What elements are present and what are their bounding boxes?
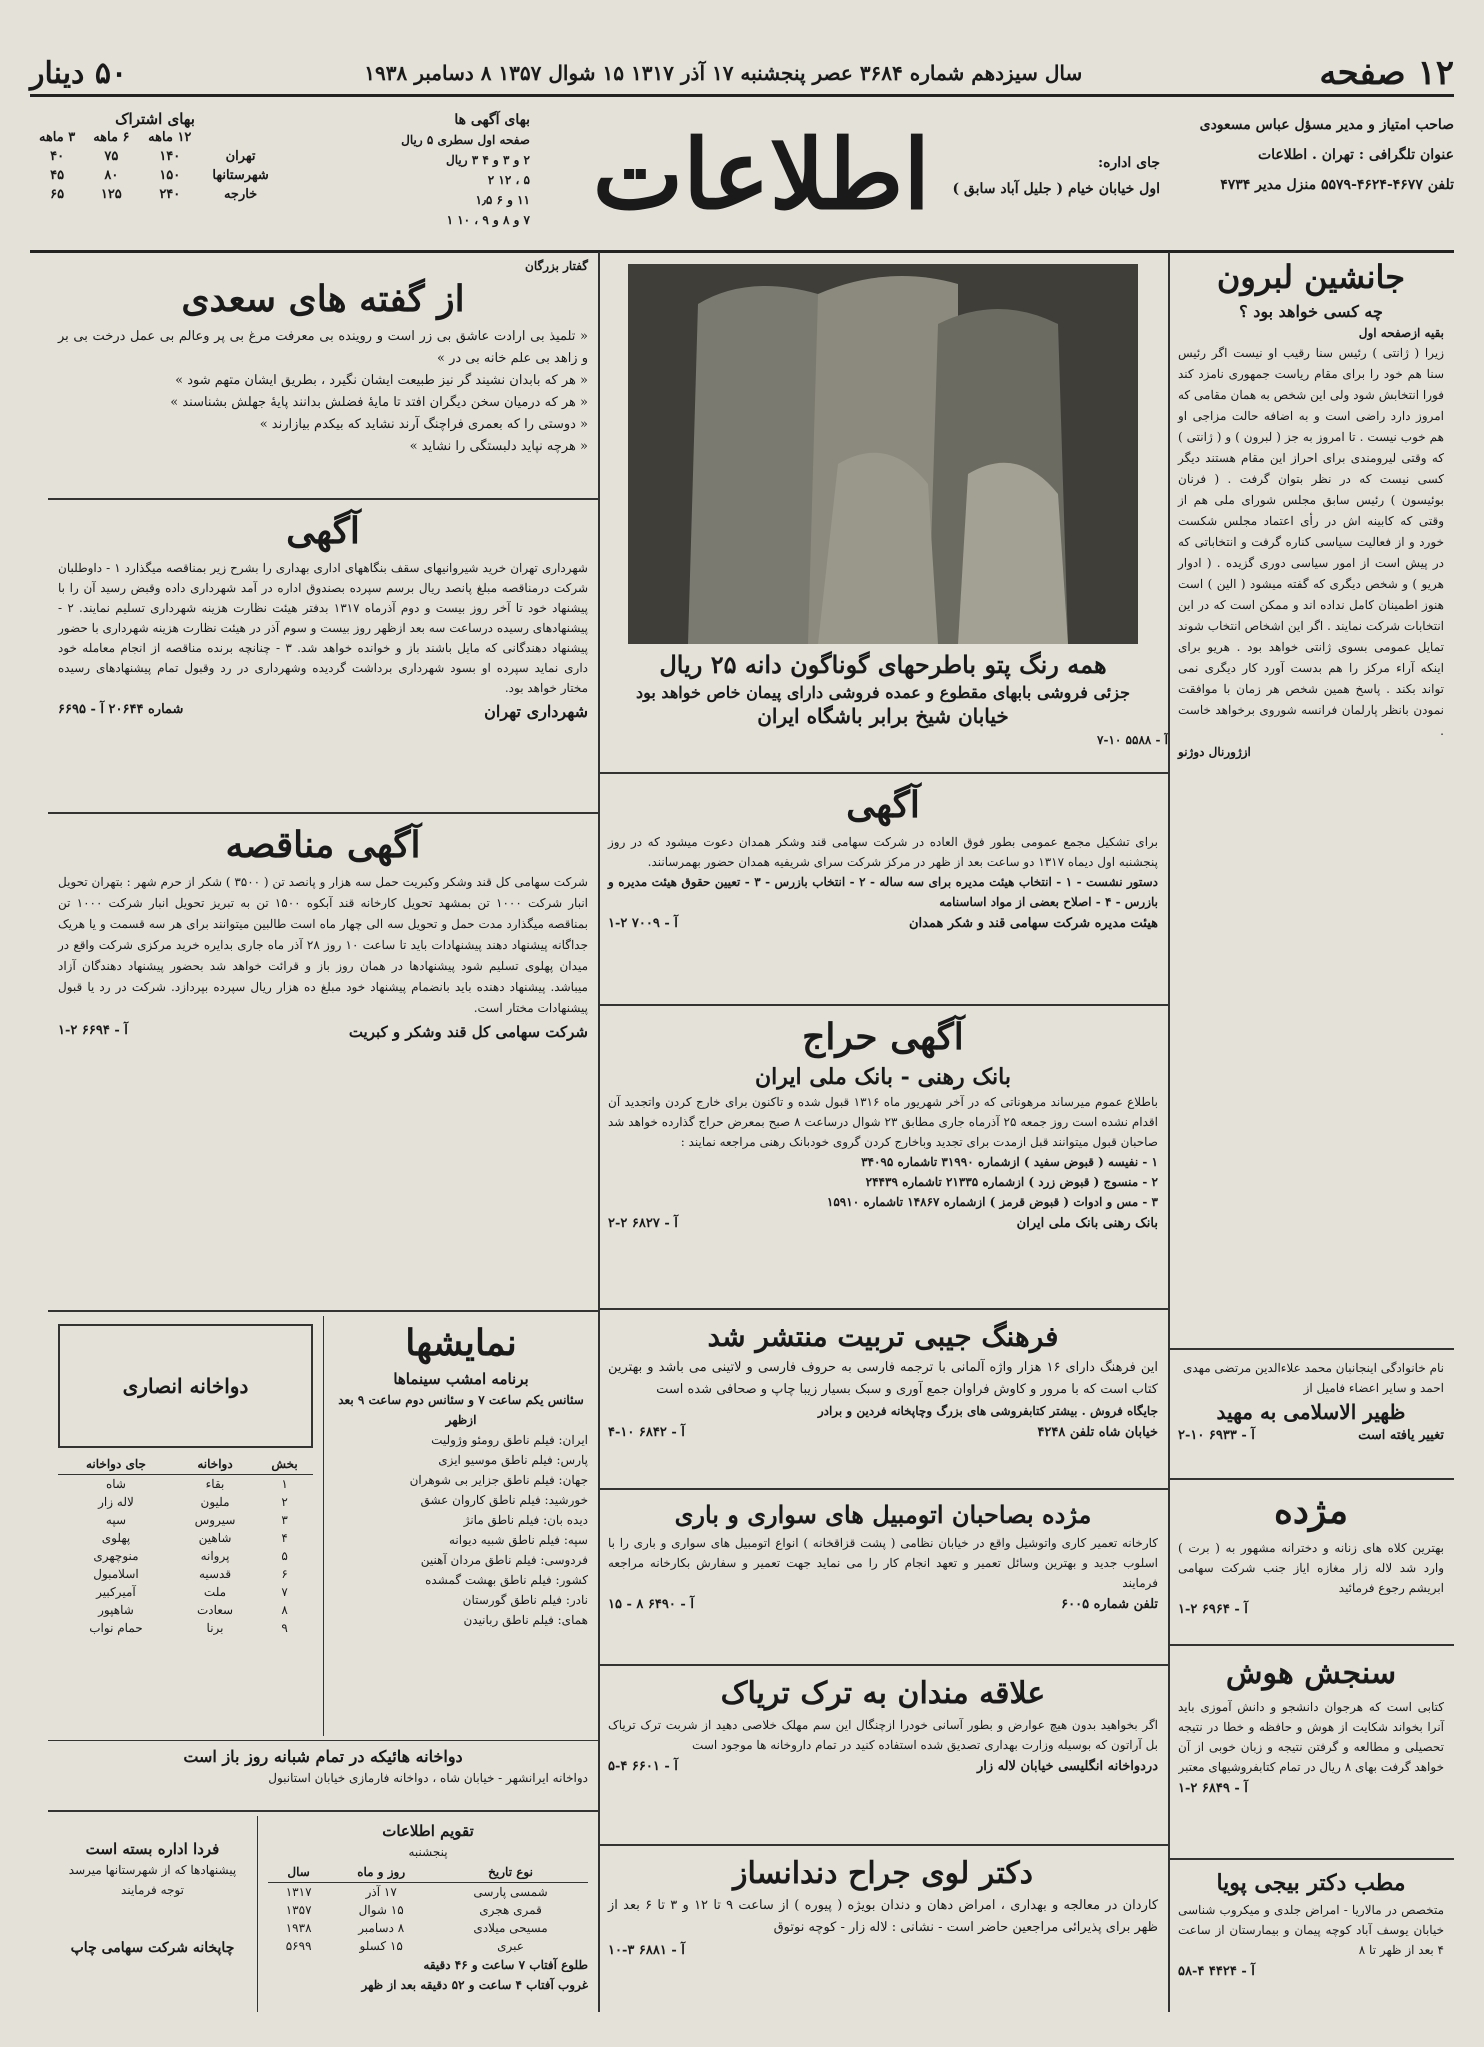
pharm-cell: برنا: [206, 1621, 224, 1635]
lebrun-article: [1168, 252, 1454, 1350]
sub-head: ۱۲ ماهه: [148, 130, 192, 145]
photo-caption: خیابان شیخ برابر باشگاه ایران: [757, 704, 1009, 728]
subscription-title: بهای اشتراک: [115, 110, 195, 128]
photo-captions: [598, 648, 1168, 750]
cal-head: نوع تاریخ: [433, 1862, 588, 1883]
pharm-row: [58, 1619, 313, 1637]
article-source: ازژورنال دوژنو: [1178, 745, 1251, 759]
cinema-line: همای: فیلم ناطق ربانیدن: [463, 1613, 588, 1627]
ad-title: آگهی مناقصه: [225, 824, 421, 866]
price: ۵۰ دینار: [30, 55, 128, 91]
pharm-cell: ۹: [281, 1621, 288, 1635]
pharm-cell: ملیون: [200, 1495, 230, 1509]
page-number: ۱۲ صفحه: [1319, 53, 1454, 93]
ad-body: کارخانه تعمیر کاری واتوشیل واقع در خیابان نظامی ( پشت قزاقخانه ) انواع اتومبیل های سواری و باری را با اسلوب جدید و بهترین وسائل تعمیر و تعهد انجام کار را می نماید جهت تعمیر و سفارش بکارخانه مراجعه فرمایند: [608, 1536, 1158, 1590]
ad-number: آ - ۶۴۹۰ ۸ - ۱۵: [608, 1597, 694, 1612]
sub-head: ۶ ماهه: [93, 130, 130, 145]
pharm-row: [58, 1511, 313, 1529]
ad-number: آ - ۶۹۶۴ ۲-۱: [1178, 1602, 1248, 1617]
saadi-title: از گفته های سعدی: [181, 278, 465, 320]
night-pharmacy-title: دواخانه هائیکه در تمام شبانه روز باز است: [183, 1747, 463, 1766]
ad-number: آ - ۷۰۰۹ ۲-۱: [608, 916, 678, 931]
ad-footer: [1178, 1602, 1444, 1617]
dictionary-ad: [598, 1314, 1168, 1490]
sub-head-row: [30, 128, 280, 147]
ad-number: آ - ۶۸۴۹ ۲-۱: [1178, 1781, 1248, 1796]
cinema-line: سپه: فیلم ناطق شبیه دیوانه: [448, 1533, 588, 1547]
ad-footer: [608, 1597, 1158, 1612]
cal-cell: ۱۵ کسلو: [359, 1939, 403, 1953]
ad-footer: [608, 1216, 1158, 1231]
ad-title: آگهی حراج: [802, 1016, 964, 1058]
ad-rate-line: صفحه اول سطری ۵ ریال: [401, 133, 530, 147]
ad-number: شماره ۲۰۶۴۴ آ - ۶۶۹۵: [58, 702, 184, 717]
cinema-line: فردوسی: فیلم ناطق مردان آهنین: [420, 1553, 588, 1567]
sub-cell: شهرستانها: [212, 168, 269, 183]
pharm-cell: شاهین: [198, 1531, 232, 1545]
telegraph-line: عنوان تلگرافی : تهران . اطلاعات: [1257, 147, 1454, 163]
cal-head: سال: [268, 1862, 329, 1883]
pharm-cell: سیروس: [194, 1513, 236, 1527]
subscription-table: [30, 110, 280, 204]
cal-row: [268, 1937, 588, 1955]
continued-note: بقیه ازصفحه اول: [1358, 326, 1444, 340]
ad-body: برای تشکیل مجمع عمومی بطور فوق العاده در شرکت سهامی قند وشکر همدان دعوت میشود که در روز پنجشنبه اول دیماه ۱۳۱۷ دو ساعت بعد از ظهر در مرکز شرکت سرای شریفیه همدان حضور بهمرسانند.: [608, 835, 1158, 869]
ad-footer: [608, 1425, 1158, 1440]
ad-title: آگهی: [846, 784, 920, 826]
ad-number: آ - ۶۶۹۴ ۲-۱: [58, 1023, 128, 1038]
phone-line: تلفن ۴۶۷۷-۴۶۲۴-۵۵۷۹ منزل مدیر ۴۷۳۴: [1220, 177, 1454, 193]
cinema-line: دیده بان: فیلم ناطق مانژ: [463, 1513, 588, 1527]
sub-cell: ۱۲۵: [100, 187, 122, 202]
address-text: اول خیابان خیام ( جلیل آباد سابق ): [952, 181, 1160, 197]
pharm-cell: ۴: [281, 1531, 288, 1545]
ad-number: آ - ۶۶۰۱ ۴-۵: [608, 1759, 678, 1774]
ad-title: دکتر لوی جراح دندانساز: [732, 1856, 1034, 1891]
ad-footer: [1178, 1428, 1444, 1443]
calendar-table: [268, 1862, 588, 1955]
cal-row: [268, 1883, 588, 1902]
cinema-line: ایران: فیلم ناطق رومئو وژولیت: [431, 1433, 588, 1447]
ad-rate-line: ۲ و ۳ و ۴ ۳ ریال: [446, 153, 530, 167]
sub-head: [201, 128, 280, 147]
ad-number: آ - ۵۵۸۸ ۱۰-۷: [1097, 733, 1168, 747]
ad-body: این فرهنگ دارای ۱۶ هزار واژه آلمانی با ترجمه فارسی به حروف فارسی و لاتینی می باشد و بهترین کتاب است که با مرور و کاوش فراوان جمع آوری و سبک بسیار زیبا چاپ و صحافی شده است: [608, 1360, 1158, 1397]
pharm-cell: لاله زار: [98, 1495, 134, 1509]
clinic-ad: [1168, 1864, 1454, 2012]
ad-number: آ - ۶۸۸۱ ۳-۱۰: [608, 1943, 685, 1958]
pharm-row: [58, 1565, 313, 1583]
pharm-row: [58, 1493, 313, 1511]
article-title: جانشین لبرون: [1216, 258, 1406, 296]
cinema-line: نادر: فیلم ناطق گورستان: [462, 1593, 588, 1607]
cinema-title: نمایشها: [405, 1322, 517, 1364]
dentist-ad: [598, 1850, 1168, 2012]
ad-address: دردواخانه انگلیسی خیابان لاله زار: [976, 1759, 1158, 1774]
night-pharmacy-note: دواخانه ایرانشهر - خیابان شاه ، دواخانه فارمازی خیابان استانبول: [268, 1771, 588, 1785]
cinema-line: کشور: فیلم ناطق بهشت گمشده: [425, 1573, 588, 1587]
pharm-cell: پروانه: [200, 1549, 230, 1563]
intelligence-book-ad: [1168, 1650, 1454, 1860]
cinema-section: [323, 1316, 598, 1736]
pharmacy-table: [58, 1454, 313, 1637]
ad-rate-line: ۵ ، ۱۲ ۲: [487, 173, 530, 187]
ad-number: آ - ۴۴۲۴ ۴-۵۸: [1178, 1964, 1255, 1979]
pharm-row: [58, 1583, 313, 1601]
pharm-cell: ۵: [281, 1549, 288, 1563]
ad-footer: [608, 1943, 1158, 1958]
pharm-head: بخش: [256, 1454, 313, 1475]
sub-cell: ۱۴۰: [159, 149, 181, 164]
ad-title: سنجش هوش: [1225, 1656, 1397, 1691]
sub-cell: ۴۰: [50, 149, 65, 164]
pharm-head: دواخانه: [174, 1454, 256, 1475]
left-column: [48, 252, 600, 2012]
pharm-cell: آمیرکبیر: [96, 1585, 136, 1599]
ad-body: اگر بخواهید بدون هیچ عوارض و بطور آسانی خودرا ازچنگال این سم مهلک خلاصی دهید از شربت ترک تریاک بل آراتون که بوسیله وزارت بهداری تصدیق شده استفاده کنید در تمام داروخانه ها موجود است: [608, 1718, 1158, 1752]
name-change-notice: [1168, 1354, 1454, 1480]
pharm-cell: ۶: [281, 1567, 288, 1581]
automobile-ad: [598, 1494, 1168, 1666]
ad-body: باطلاع عموم میرساند مرهوناتی که در آخر شهریور ماه ۱۳۱۶ قبول شده و تاکنون برای خارج کردن واتجدید آن اقدام نشده است روز جمعه ۲۵ آذرماه جاری مطابق ۲۳ شوال درساعت ۸ صبح بمعرض حراج گذارده خواهد شد صاحبان قبول میتوانند قبل ازمدت برای تجدید وباخارج کردن گروی خودبانک رهنی مراجعه نمایند :: [608, 1095, 1158, 1149]
notice-title: ظهیر الاسلامی به مهید: [1216, 1400, 1406, 1424]
article-body: زیرا ( ژانتی ) رئیس سنا رقیب او نیست اگر رئیس سنا هم خود را برای مقام ریاست جمهوری نامزد کند فورا انتخابش شود ولی این شخص به همان مقامی که امروز دارد راضی است و به اضافه حالت مزاجی او هم خوب نیست . تا امروز به جز ( لبرون ) و ( ژانتی ) که وقتی لیرومندی برای احراز این مقام هستند دیگر کسی نیست که در نظر بتوان گرفت . ( فرنان بوئیسون ) رئیس سابق مجلس شورای ملی هم از وقتی که کابینه اش در رأی اعتماد مجلس شکست خورد و از فعالیت سیاسی کناره گرفت و انتخاباتی که در پیش است از امور سیاسی دوری گزیده . ( ادوار هریو ) و شخص دیگری که گفته میشود ( الین ) است هنوز اطمینان کامل نداده اند و ممکن است که در این انتخابات شرکت نمایند . اگر این اشخاص انتخاب شوند تمایل عمومی بسوی ژانتی خواهد بود . هریو برای اینکه آراء مرکز را هم بدست آورد کار دیگری نمی تواند بکند . پاسخ همین شخص هر زمان با موافقت نمودن بانظر پارلمان فرانسه شوروی برخواهد خاست .: [1178, 346, 1444, 738]
ad-footer: [1178, 1781, 1444, 1796]
auction-item: ۱ - نفیسه ( قبوض سفید ) ازشماره ۳۱۹۹۰ تاشماره ۳۴۰۹۵: [861, 1155, 1158, 1169]
sub-cell: ۷۵: [104, 149, 119, 164]
folio-line: [30, 52, 1454, 97]
ad-footer: [58, 1023, 588, 1041]
ad-signature: شهرداری تهران: [484, 702, 588, 721]
right-column: [1168, 252, 1454, 2012]
ad-number: آ - ۶۸۴۲ ۱۰-۴: [608, 1425, 685, 1440]
ad-title: علاقه مندان به ترک تریاک: [720, 1676, 1046, 1711]
auction-item: ۲ - منسوج ( قبوض زرد ) ازشماره ۲۱۳۳۵ تاشماره ۲۴۴۳۹: [865, 1175, 1158, 1189]
ad-number: آ - ۶۹۳۳ ۱۰-۲: [1178, 1428, 1255, 1443]
pharm-cell: سپه: [105, 1513, 127, 1527]
sub-cell: ۸۰: [104, 168, 119, 183]
middle-column: [598, 252, 1170, 2012]
newspaper-logo: اطلاعات: [592, 118, 930, 231]
ad-title: مژده: [1273, 1490, 1349, 1532]
cal-cell: ۱۳۱۷: [285, 1885, 312, 1899]
saadi-quote: « هر که درمیان سخن دیگران افتد تا مایۀ فضلش بدانند پایۀ جهلش بشناسند »: [170, 395, 588, 410]
pharm-row: [58, 1601, 313, 1619]
closed-text: پیشنهادها که از شهرستانها میرسد توجه فرمایند: [68, 1863, 237, 1897]
municipality-ad: [48, 504, 598, 814]
ad-footer: [58, 702, 588, 721]
ad-place: جایگاه فروش . بیشتر کتابفروشی های بزرگ وچاپخانه فردین و برادر: [817, 1404, 1158, 1418]
sub-row: [30, 185, 280, 204]
saadi-quote: « تلمیذ بی ارادت عاشق بی زر است و روینده بی معرفت مرغ بی پر وعالم بی عمل درخت بی بر و زاهد بی علم خانه بی در »: [58, 329, 588, 366]
ad-footer: [608, 916, 1158, 931]
sunset: غروب آفتاب ۴ ساعت و ۵۲ دقیقه بعد از ظهر: [361, 1978, 588, 1992]
pharm-cell: ۸: [281, 1603, 288, 1617]
ad-rate-line: ۷ و ۸ و ۹ ، ۱۰ ۱: [446, 213, 530, 227]
pharm-cell: سعادت: [196, 1603, 234, 1617]
pharm-cell: قدسیه: [198, 1567, 232, 1581]
cal-row: [268, 1901, 588, 1919]
ad-signature: شرکت سهامی کل قند وشکر و کبریت: [348, 1023, 588, 1041]
issue-info: سال سیزدهم شماره ۳۶۸۴ عصر پنجشنبه ۱۷ آذر ۱۳۱۷ ۱۵ شوال ۱۳۵۷ ۸ دسامبر ۱۹۳۸: [364, 61, 1083, 85]
cal-head: روز و ماه: [329, 1862, 433, 1883]
ad-title: مطب دکتر بیجی پویا: [1216, 1870, 1406, 1896]
ad-address: خیابان شاه تلفن ۴۲۴۸: [1037, 1425, 1158, 1440]
ad-body: شرکت سهامی کل قند وشکر وکبریت حمل سه هزار و پانصد تن ( ۳۵۰۰ ) شکر از حرم شهر : بتهران تحویل انبار شرکت ۱۰۰۰ تن بمشهد تحویل کارخانه قند آبکوه ۱۵۰۰ تن به تبریز تحویل انبار شرکت ۱۰۰۰ تن بمناقصه میگذارد مدت حمل و تحویل سه الی چهار ماه است طالبین میتوانند برای هر سه قسمت و یا هریک جداگانه پیشنهاد دهند پیشنهادات باید تا ساعت ۱۰ روز ۲۸ آذر ماه جاری بدایره خرید مرکزی شرکت واقع در میدان پهلوی تسلیم شود پیشنهادها در همان روز باز و قرائت خواهد شد بحضور پیشنهاد دهندگان آزاد میباشد. پیشنهاد دهنده باید بانضمام پیشنهاد خود مبلغ ده هزار ریال سپرده بپردازد. شرکت در رد یا قبول پیشنهادات مختار است.: [58, 875, 589, 1015]
pharmacy-section: [48, 1316, 323, 1736]
owner-line: صاحب امتیاز و مدیر مسؤل عباس مسعودی: [1199, 117, 1454, 133]
saadi-quote: « دوستی را که بعمری فراچنگ آرند نشاید که بیکدم بیازارند »: [259, 417, 588, 432]
pharm-cell: شاهپور: [98, 1603, 134, 1617]
closed-title: فردا اداره بسته است: [85, 1840, 220, 1858]
cinema-line: جهان: فیلم ناطق جزایر بی شوهران: [409, 1473, 588, 1487]
saadi-quote: « هر که بابدان نشیند گر نیز طبیعت ایشان نگیرد ، بطریق ایشان متهم شود »: [175, 373, 588, 388]
ad-footer: [1178, 1964, 1444, 1979]
auction-item: ۳ - مس و ادوات ( قبوض قرمز ) ازشماره ۱۴۸۶۷ تاشماره ۱۵۹۱۰: [826, 1195, 1158, 1209]
cal-cell: ۱۵ شوال: [358, 1903, 404, 1917]
photo-caption: همه رنگ پتو باطرحهای گوناگون دانه ۲۵ ریال: [659, 650, 1107, 679]
masthead: [30, 100, 1454, 253]
pharm-cell: ۷: [281, 1585, 288, 1599]
pharm-cell: ۳: [281, 1513, 288, 1527]
hamadan-sugar-ad: [598, 778, 1168, 1006]
cal-cell: ۱۹۳۸: [285, 1921, 312, 1935]
pharm-row: [58, 1475, 313, 1494]
ad-body: کاردان در معالجه و بهداری ، امراض دهان و دندان بویژه ( پیوره ) از ساعت ۹ تا ۱۲ و ۳ تا ۶ بعد از ظهر برای پذیرائی مراجعین حاضر است - نشانی : لاله زار - کوچه نوتوق: [608, 1898, 1159, 1935]
ad-title: آگهی: [286, 510, 360, 552]
cinema-line: خورشید: فیلم ناطق کاروان عشق: [420, 1493, 588, 1507]
cal-row: [268, 1919, 588, 1937]
sub-cell: خارجه: [223, 187, 258, 202]
ad-signature: هیئت مدیره شرکت سهامی قند و شکر همدان: [908, 916, 1158, 931]
ad-footer: [608, 1759, 1158, 1774]
notice-text: نام خانوادگی اینجانبان محمد علاءالدین مرتضی مهدی احمد و سایر اعضاء فامیل از: [1182, 1361, 1444, 1395]
ad-subtitle: بانک رهنی - بانک ملی ایران: [755, 1064, 1011, 1090]
cal-cell: مسیحی میلادی: [473, 1921, 548, 1935]
ad-agenda: دستور نشست - ۱ - انتخاب هیئت مدیره برای سه ساله - ۲ - انتخاب بازرس - ۳ - تعیین حقوق هیئت مدیره و بازرس - ۴ - اصلاح بعضی از مواد اساسنامه: [608, 875, 1159, 909]
cinema-sessions: سئانس یکم ساعت ۷ و سئانس دوم ساعت ۹ بعد ازظهر: [338, 1393, 584, 1427]
blanket-ad: [598, 252, 1168, 774]
ad-rates-title: بهای آگهی ها: [454, 112, 530, 128]
saadi-quote: « هرچه نپاید دلبستگی را نشاید »: [409, 439, 588, 454]
owner-info: [1154, 110, 1454, 200]
pharm-cell: پهلوی: [101, 1531, 131, 1545]
pharm-row: [58, 1547, 313, 1565]
section-tag: گفتار بزرگان: [525, 259, 588, 273]
cal-cell: ۵۶۹۹: [285, 1939, 312, 1953]
saadi-section: [48, 252, 598, 500]
ad-signature: بانک رهنی بانک ملی ایران: [1016, 1216, 1158, 1231]
sub-row: [30, 166, 280, 185]
sub-cell: ۱۵۰: [159, 168, 181, 183]
ad-body: بهترین کلاه های زنانه و دخترانه مشهور به ( برت ) وارد شد لاله زار مغازه ایاز جنب شرکت سهامی ابریشم رجوع فرمائید: [1178, 1541, 1444, 1595]
tender-ad: [48, 818, 598, 1312]
cal-cell: ۸ دسامبر: [358, 1921, 405, 1935]
pharm-cell: منوچهری: [93, 1549, 139, 1563]
address-title: جای اداره:: [1097, 155, 1160, 171]
night-pharmacies: [48, 1740, 598, 1812]
cinema-line: پارس: فیلم ناطق موسیو ایزی: [438, 1453, 588, 1467]
sub-cell: تهران: [225, 149, 256, 164]
pharmacy-ad-image: دواخانه انصاری: [58, 1324, 313, 1448]
cal-cell: قمری هجری: [479, 1903, 542, 1917]
opium-ad: [598, 1670, 1168, 1846]
hats-ad: [1168, 1484, 1454, 1646]
ad-body: متخصص در مالاریا - امراض جلدی و میکروب شناسی خیابان یوسف آباد کوچه پیمان و بیمارستان از ساعت ۴ بعد از ظهر تا ۸: [1178, 1903, 1444, 1957]
sub-cell: ۴۵: [50, 168, 65, 183]
calendar-section: [257, 1816, 598, 2012]
cal-cell: ۱۳۵۷: [285, 1903, 312, 1917]
pharm-cell: شاه: [105, 1477, 126, 1491]
blanket-shape: [688, 286, 828, 644]
sunrise: طلوع آفتاب ۷ ساعت و ۴۶ دقیقه: [423, 1958, 588, 1972]
blankets-photo: [628, 264, 1138, 644]
pharm-cell: حمام نواب: [89, 1621, 143, 1635]
cal-cell: عبری: [497, 1939, 524, 1953]
pharm-cell: ۱: [281, 1477, 288, 1491]
pharm-cell: ملت: [203, 1585, 227, 1599]
pharm-cell: اسلامبول: [93, 1567, 139, 1581]
ad-rate-line: ۱۱ و ۶ ۱٫۵: [475, 193, 530, 207]
article-subtitle: چه کسی خواهد بود ؟: [1239, 302, 1383, 321]
ad-title: فرهنگ جیبی تربیت منتشر شد: [707, 1320, 1059, 1353]
cal-cell: ۱۷ آذر: [365, 1885, 397, 1899]
printer-name: چاپخانه شرکت سهامی چاپ: [70, 1940, 235, 1956]
ad-rates: [340, 110, 530, 230]
sub-cell: ۲۴۰: [159, 187, 181, 202]
cal-cell: شمسی پارسی: [473, 1885, 548, 1899]
auction-ad: [598, 1010, 1168, 1310]
ad-body: شهرداری تهران خرید شیروانیهای سقف بنگاههای اداری بهداری را بشرح زیر بمناقصه میگذارد ۱ - داوطلبان شرکت درمناقصه مبلغ پانصد ریال برسم سپرده بصندوق اداره در آمد شهرداری داده وقبض رسید آن را با پیشنهاد خود تا آخر روز بیست و دوم آذرماه ۱۳۱۷ بدفتر هیئت نظارت هزینه شهرداری تسلیم نمایند. ۲ - پیشنهادهای رسیده درساعت سه بعد ازظهر روز بیست و سوم آذر در هیئت نظارت هزینه شهرداری با حضور پیشنهاد دهندگانی که مایل باشند باز و خوانده خواهد شد. ۳ - چنانچه برنده مناقصه از انجام معامله خود داری نماید سپرده او بسود شهرداری برداشت گردیده وشهرداری در رد وقبول تمام پیشنهادهای رسیده مختار خواهد بود.: [58, 561, 588, 695]
pharm-row: [58, 1529, 313, 1547]
office-address: [950, 150, 1160, 202]
sub-cell: ۶۵: [50, 187, 65, 202]
ad-body: کتابی است که هرجوان دانشجو و دانش آموزی باید آنرا بخواند شکایت از هوش و حافظه و خطا در نتیجه تحصیلی و مطالعه و گرفتن نتیجه و زبان خوبی از آن خواهد گرفت بهای ۸ ریال در تمام کتابفروشیهای معتبر: [1178, 1700, 1444, 1774]
ad-phone: تلفن شماره ۶۰۰۵: [1061, 1597, 1158, 1612]
ad-title: مژده بصاحبان اتومبیل های سواری و باری: [674, 1500, 1092, 1529]
cinema-subtitle: برنامه امشب سینماها: [393, 1370, 529, 1388]
pharm-cell: بقاء: [205, 1477, 225, 1491]
closed-notice: [48, 1816, 257, 2012]
sub-head: ۳ ماهه: [38, 130, 76, 145]
sub-row: [30, 147, 280, 166]
pharm-cell: ۲: [281, 1495, 288, 1509]
notice-note: تغییر یافته است: [1358, 1428, 1444, 1443]
photo-caption: جزئی فروشی بابهای مقطوع و عمده فروشی دارای پیمان خاص خواهد بود: [636, 683, 1130, 702]
blanket-shape: [958, 463, 1068, 644]
pharm-head: جای دواخانه: [58, 1454, 174, 1475]
calendar-title: تقویم اطلاعات: [382, 1822, 474, 1840]
calendar-day: پنجشنبه: [408, 1845, 448, 1859]
ad-number: آ - ۶۸۲۷ ۲-۲: [608, 1216, 678, 1231]
